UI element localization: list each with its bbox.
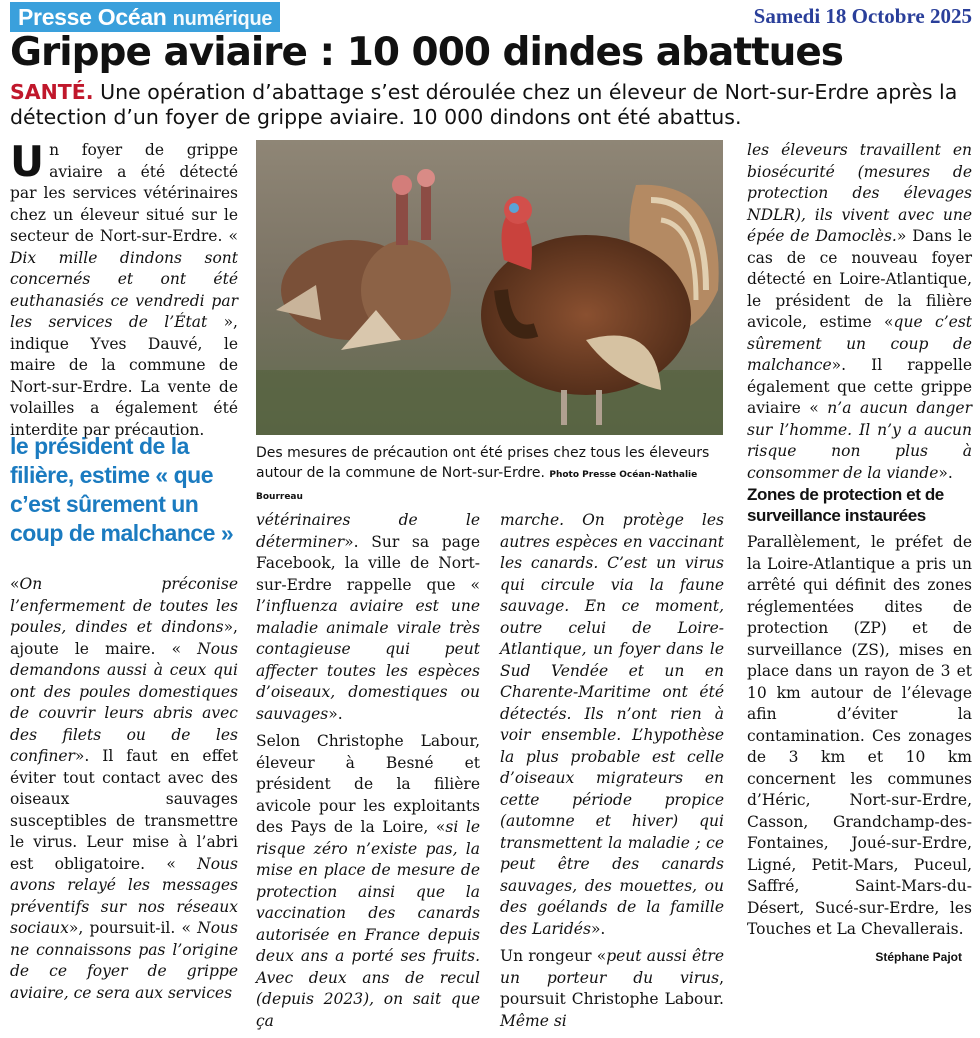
section-subhead: Zones de protection et de surveillance instaurées — [747, 485, 944, 525]
author-signature: Stéphane Pajot — [875, 950, 962, 964]
paragraph: marche. On protège les autres espèces en vaccinant les canards. C’est un virus qui circule via la faune sauvage. En ce moment, outre celui de Loire-Atlantique, un foyer dans le Sud Vendée et un en Charente-Maritime ont été détectés. Ils n’ont rien à voir ensemble. L’hypothèse la plus probable est celle d’oiseaux migrateurs en cette période propice (automne et hiver) qui transmettent la maladie ; ce peut être des canards sauvages, des mouettes, ou des goélands de la famille des Laridés». — [500, 511, 724, 938]
publication-date: Samedi 18 Octobre 2025 — [753, 4, 972, 28]
photo-caption: Des mesures de précaution ont été prises chez tous les éleveurs autour de la commune de Nort-sur-Erdre. Photo Presse Océan-Nathalie Bourreau — [256, 445, 710, 502]
pull-quote: le président de la filière, estime « que c’est sûrement un coup de malchance » — [10, 433, 234, 546]
paragraph: Selon Christophe Labour, éleveur à Besné et président de la filière avicole pour les exploitants des Pays de la Loire, «si le risque zéro n’existe pas, la mise en place de mesure de protection ainsi que la vaccination des canards autorisée en France depuis deux ans a porté ses fruits. Avec deux ans de recul (depuis 2023), on sait que ça — [256, 732, 480, 1030]
lead-text: Une opération d’abattage s’est déroulée chez un éleveur de Nort-sur-Erdre après la détection d’un foyer de grippe aviaire. 10 000 dindons ont été abattus. — [10, 80, 958, 129]
lead-paragraph — [10, 80, 970, 130]
turkey-photo — [256, 140, 723, 435]
paragraph: vétérinaires de le déterminer». Sur sa page Facebook, la ville de Nort-sur-Erdre rappelle que « l’influenza aviaire est une maladie animale virale très contagieuse qui peut affecter toutes les espèces d’oiseaux, domestiques ou sauvages». — [256, 511, 480, 723]
column-3 — [500, 510, 724, 1038]
column-4-bottom — [747, 532, 972, 947]
paragraph: Un rongeur «peut aussi être un porteur du virus, poursuit Christophe Labour. Même si — [500, 947, 725, 1030]
masthead-edition: numérique — [172, 8, 273, 30]
paragraph: Un foyer de grippe aviaire a été détecté par les services vétérinaires chez un éleveur situé sur le secteur de Nort-sur-Erdre. « Dix mille dindons sont concernés et ont été euthanasiés ce vendredi par les services de l’État », indique Yves Dauvé, le maire de la commune de Nort-sur-Erdre. La vente de volailles a également été interdite par précaution. — [10, 137, 238, 439]
photo-credit: Photo Presse Océan-Nathalie Bourreau — [256, 470, 698, 502]
column-1-bottom — [10, 574, 238, 1010]
column-4-top — [747, 140, 972, 490]
masthead-brand: Presse Océan — [18, 4, 167, 30]
headline: Grippe aviaire : 10 000 dindes abattues — [10, 30, 844, 75]
column-2 — [256, 510, 480, 1038]
dropcap: U — [10, 137, 45, 186]
paragraph: «On préconise l’enfermement de toutes les poules, dindes et dindons», ajoute le maire. « Nous demandons aussi à ceux qui ont des poules domestiques de couvrir leurs abris avec des filets ou de les confiner». Il faut en effet éviter tout contact avec des oiseaux sauvages susceptibles de transmettre le virus. Leur mise à l’abri est obligatoire. « Nous avons relayé les messages préventifs sur nos réseaux sociaux», poursuit-il. « Nous ne connaissons pas l’origine de ce foyer de grippe aviaire, ce sera aux services — [10, 575, 238, 1002]
turkey-photo-image — [256, 140, 723, 435]
column-1-top — [10, 137, 238, 447]
paragraph: les éleveurs travaillent en biosécurité (mesures de protection des élevages NDLR), ils vivent avec une épée de Damoclès.» Dans le cas de ce nouveau foyer détecté en Loire-Atlantique, le président de la filière avicole, estime «que c’est sûrement un coup de malchance». Il rappelle également que cette grippe aviaire « n’a aucun danger sur l’homme. Il n’y a aucun risque non plus à consommer de la viande». — [747, 141, 973, 482]
masthead — [10, 2, 280, 32]
paragraph: Parallèlement, le préfet de la Loire-Atlantique a pris un arrêté qui définit des zones réglementées dites de protection (ZP) et de surveillance (ZS), mises en place dans un rayon de 3 et 10 km autour de l’élevage afin d’éviter la contamination. Ces zonages de 3 km et 10 km concernent les communes d’Héric, Nort-sur-Erdre, Casson, Grandchamp-des-Fontaines, Joué-sur-Erdre, Ligné, Petit-Mars, Puceul, Saffré, Saint-Mars-du-Désert, Sucé-sur-Erdre, les Touches et La Chevallerais. — [747, 533, 972, 938]
rubric-label: SANTÉ. — [10, 80, 94, 104]
